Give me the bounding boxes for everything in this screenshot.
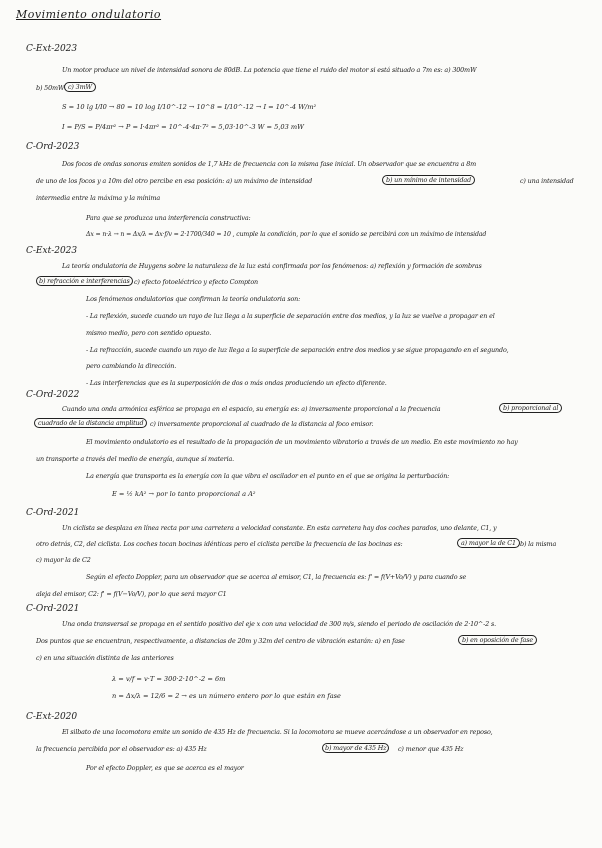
text-line: El silbato de una locomotora emite un sonido de 435 Hz de frecuencia. Si la locomotora se mueve acercándose a un observador en reposo,	[62, 728, 493, 736]
text-line: Según el efecto Doppler, para un observador que se acerca al emisor, C1, la frecuencia es: f' = f(V+Vo/V) y para cuando se	[86, 573, 467, 581]
section-header: C-Ext-2023	[26, 246, 78, 256]
text-line: b) 50mW	[36, 84, 65, 92]
text-line: aleja del emisor, C2: f' = f(V−Vo/V), por lo que será mayor C1	[36, 590, 227, 598]
text-line: Los fenómenos ondulatorios que confirman la teoría ondulatoria son:	[86, 295, 301, 303]
text-line: Un ciclista se desplaza en línea recta por una carretera a velocidad constante. En esta carretera hay dos coches parados, uno delante, C1, y	[62, 524, 497, 532]
text-line: c) menor que 435 Hz	[398, 745, 464, 753]
text-line: El movimiento ondulatorio es el resultado de la propagación de un movimiento vibratorio a través de un medio. En este movimiento no hay	[86, 438, 518, 446]
boxed-answer: b) refracción e interferencias	[36, 276, 133, 286]
equation-line: λ = v/f = v·T = 300·2·10^-2 = 6m	[112, 675, 226, 683]
boxed-answer: b) mayor de 435 Hz	[322, 743, 389, 753]
text-line: c) una intensidad	[520, 177, 574, 185]
page-title: Movimiento ondulatorio	[16, 8, 162, 21]
section-header: C-Ord-2022	[26, 390, 80, 400]
text-line: Cuando una onda armónica esférica se propaga en el espacio, su energía es: a) inversamente proporcional a la frecuencia	[62, 405, 441, 413]
circled-answer: cuadrado de la distancia amplitud	[34, 418, 147, 428]
section-header: C-Ord-2021	[26, 508, 80, 518]
text-line: de uno de los focos y a 10m del otro percibe en esa posición: a) un máximo de intensidad	[36, 177, 313, 185]
equation-line: Δx = n·λ → n = Δx/λ = Δx·f/v = 2·1700/340 = 10 , cumple la condición, por lo que el sonido se percibirá con un máximo de intensidad	[86, 231, 487, 238]
text-line: - Las interferencias que es la superposición de dos o más ondas produciendo un efecto diferente.	[86, 379, 387, 387]
circled-answer: a) mayor la de C1	[457, 538, 520, 548]
equation-line: E = ½ kA² → por lo tanto proporcional a A²	[112, 490, 256, 498]
text-line: - La reflexión, sucede cuando un rayo de luz llega a la superficie de separación entre dos medios, y la luz se vuelve a propagar en el	[86, 312, 495, 320]
text-line: c) inversamente proporcional al cuadrado de la distancia al foco emisor.	[150, 420, 374, 428]
circled-answer: b) proporcional al	[499, 403, 562, 413]
section-header: C-Ext-2020	[26, 712, 78, 722]
section-header: C-Ord-2023	[26, 142, 80, 152]
section-header: C-Ext-2023	[26, 44, 78, 54]
text-line: b) la misma	[520, 540, 557, 548]
text-line: c) efecto fotoeléctrico y efecto Compton	[134, 278, 259, 286]
circled-answer: c) 3mW	[64, 82, 96, 92]
text-line: mismo medio, pero con sentido opuesto.	[86, 329, 212, 337]
text-line: Por el efecto Doppler, es que se acerca es el mayor	[86, 764, 244, 772]
equation-line: S = 10 lg I/I0 → 80 = 10 log I/10^-12 → 10^8 = I/10^-12 → I = 10^-4 W/m²	[62, 103, 317, 111]
circled-answer: b) un mínimo de intensidad	[382, 175, 475, 185]
section-header: C-Ord-2021	[26, 604, 80, 614]
text-line: Una onda transversal se propaga en el sentido positivo del eje x con una velocidad de 300 m/s, siendo el periodo de oscilación de 2·10^-2 s.	[62, 620, 496, 628]
equation-line: I = P/S = P/4πr² → P = I·4πr² = 10^-4·4π·7² = 5,03·10^-3 W = 5,03 mW	[62, 123, 304, 131]
text-line: otro detrás, C2, del ciclista. Los coches tocan bocinas idénticas pero el ciclista percibe la frecuencia de las bocinas es:	[36, 540, 403, 548]
text-line: Para que se produzca una interferencia constructiva:	[86, 214, 251, 222]
equation-line: n = Δx/λ = 12/6 = 2 → es un número entero por lo que están en fase	[112, 692, 341, 700]
text-line: Un motor produce un nivel de intensidad sonora de 80dB. La potencia que tiene el ruido del motor si está situado a 7m es: a) 300mW	[62, 66, 477, 74]
text-line: c) en una situación distinta de las anteriores	[36, 654, 174, 662]
text-line: intermedia entre la máxima y la mínima	[36, 194, 160, 202]
text-line: pero cambiando la dirección.	[86, 362, 177, 370]
text-line: La energía que transporta es la energía con la que vibra el oscilador en el punto en el que se origina la perturbación:	[86, 472, 450, 480]
text-line: Dos puntos que se encuentran, respectivamente, a distancias de 20m y 32m del centro de vibración estarán: a) en fase	[36, 637, 405, 645]
circled-answer: b) en oposición de fase	[458, 635, 537, 645]
text-line: c) mayor la de C2	[36, 556, 91, 564]
text-line: la frecuencia percibida por el observador es: a) 435 Hz	[36, 745, 207, 753]
text-line: - La refracción, sucede cuando un rayo de luz llega a la superficie de separación entre dos medios y se sigue propagando en el segundo,	[86, 346, 509, 354]
text-line: La teoría ondulatoria de Huygens sobre la naturaleza de la luz está confirmada por los fenómenos: a) reflexión y formación de sombras	[62, 262, 482, 270]
text-line: un transporte a través del medio de energía, aunque sí materia.	[36, 455, 235, 463]
text-line: Dos focos de ondas sonoras emiten sonidos de 1,7 kHz de frecuencia con la misma fase inicial. Un observador que se encuentra a 8m	[62, 160, 477, 168]
